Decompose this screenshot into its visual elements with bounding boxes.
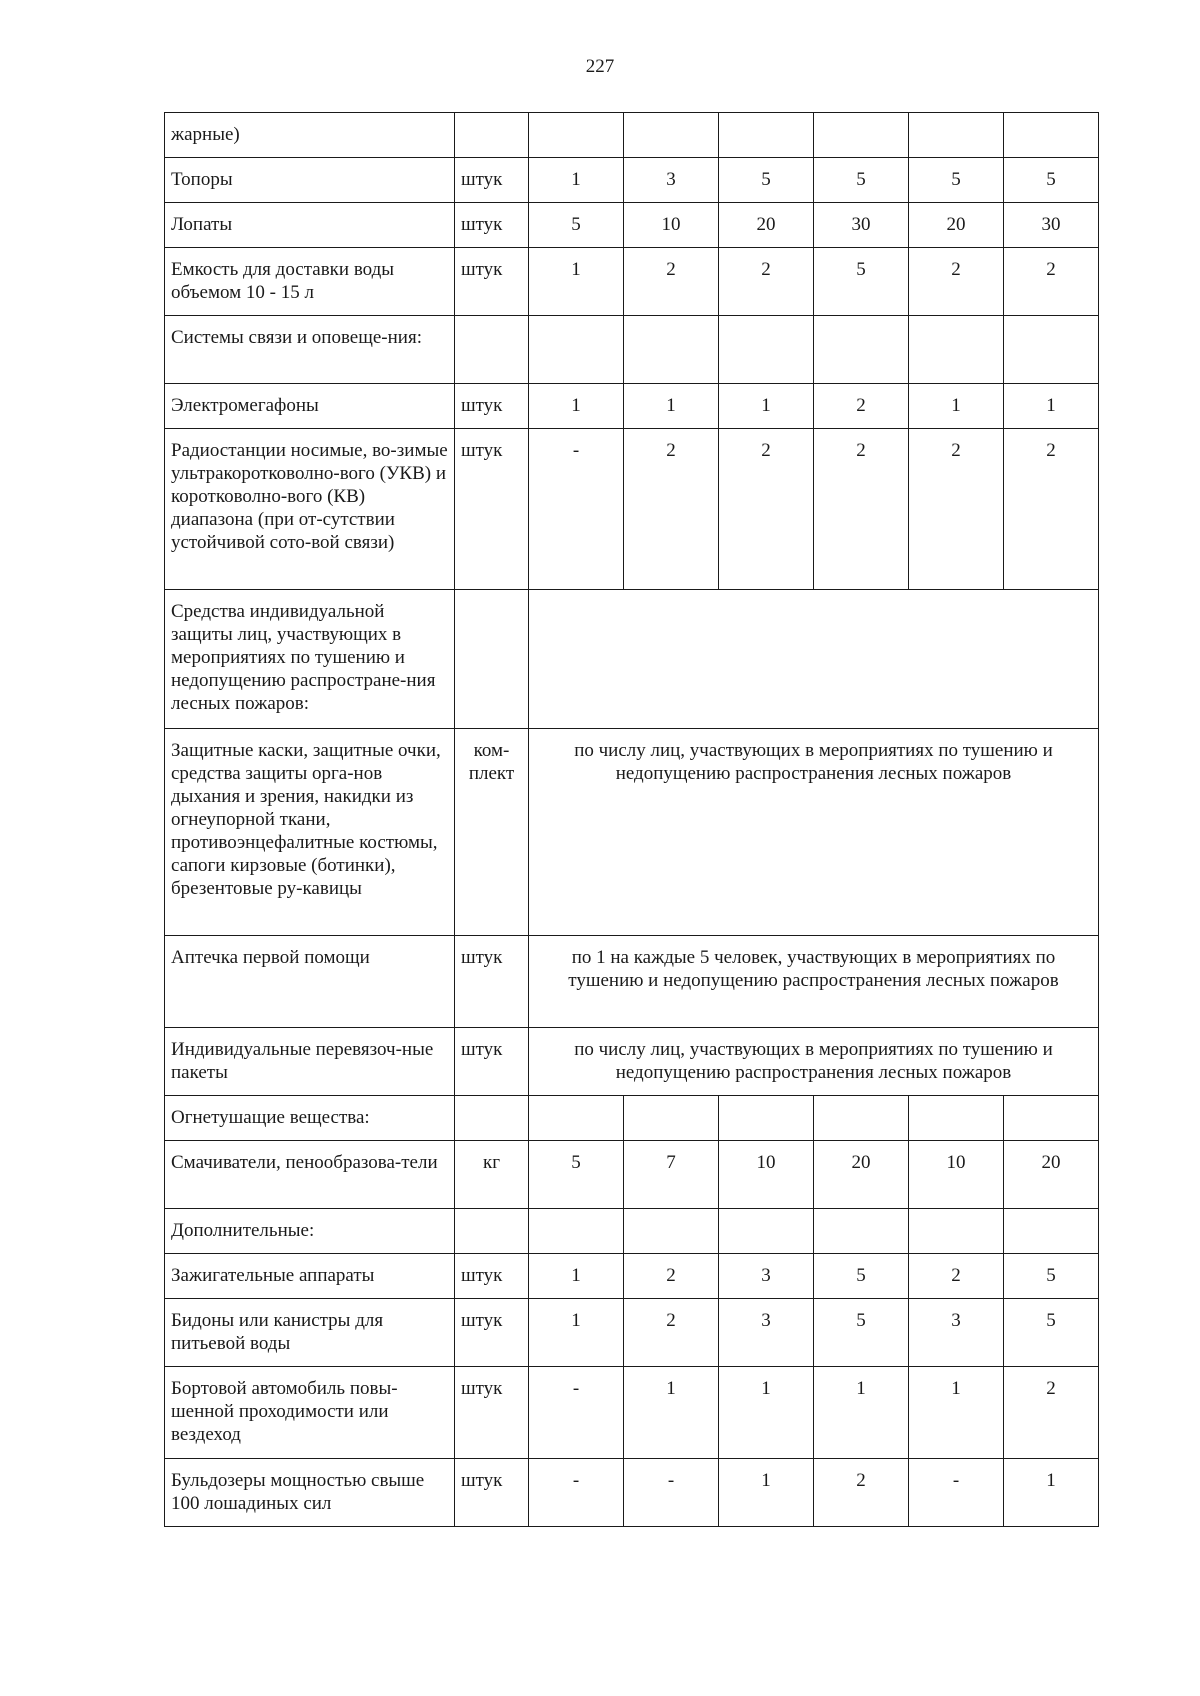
value-cell: 5 [1004, 1254, 1099, 1299]
value-cell: 1 [1004, 1459, 1099, 1527]
value-cell: 2 [719, 429, 814, 590]
item-unit: кг [455, 1141, 529, 1209]
value-cell: 5 [1004, 158, 1099, 203]
equipment-table [164, 112, 1099, 1527]
value-cell [529, 1096, 624, 1141]
item-name: Дополнительные: [165, 1209, 455, 1254]
value-cell [719, 1209, 814, 1254]
value-cell: 1 [909, 384, 1004, 429]
value-cell [719, 1096, 814, 1141]
table-row [165, 429, 1099, 590]
value-cell: 1 [719, 384, 814, 429]
item-unit: штук [455, 1254, 529, 1299]
item-unit: штук [455, 429, 529, 590]
value-cell: 2 [909, 429, 1004, 590]
value-cell: 20 [719, 203, 814, 248]
value-cell: - [624, 1459, 719, 1527]
merged-value-cell: по числу лиц, участвующих в мероприятиях по тушению и недопущению распространения лесных пожаров [529, 1028, 1099, 1096]
value-cell [1004, 1209, 1099, 1254]
value-cell: 3 [719, 1299, 814, 1367]
value-cell: 1 [529, 1299, 624, 1367]
merged-value-cell: по числу лиц, участвующих в мероприятиях по тушению и недопущению распространения лесных пожаров [529, 729, 1099, 936]
item-unit: штук [455, 158, 529, 203]
value-cell: 5 [814, 1299, 909, 1367]
item-name: Бортовой автомобиль повы-шенной проходимости или вездеход [165, 1367, 455, 1459]
value-cell: 5 [814, 158, 909, 203]
value-cell [624, 1096, 719, 1141]
table-row [165, 1096, 1099, 1141]
item-name: жарные) [165, 113, 455, 158]
value-cell: 2 [1004, 1367, 1099, 1459]
value-cell: 1 [1004, 384, 1099, 429]
value-cell [719, 113, 814, 158]
table-row [165, 1367, 1099, 1459]
value-cell: 2 [814, 429, 909, 590]
item-unit: ком-плект [455, 729, 529, 936]
value-cell: 5 [814, 248, 909, 316]
value-cell: 20 [814, 1141, 909, 1209]
value-cell: 20 [909, 203, 1004, 248]
page-number: 227 [585, 56, 615, 77]
value-cell: 3 [624, 158, 719, 203]
item-unit [455, 590, 529, 729]
merged-value-cell [529, 590, 1099, 729]
value-cell: 1 [719, 1459, 814, 1527]
value-cell: 5 [1004, 1299, 1099, 1367]
value-cell: 2 [719, 248, 814, 316]
value-cell: 2 [1004, 248, 1099, 316]
value-cell [909, 316, 1004, 384]
value-cell: 2 [1004, 429, 1099, 590]
item-name: Огнетушащие вещества: [165, 1096, 455, 1141]
table-row [165, 203, 1099, 248]
item-unit: штук [455, 1367, 529, 1459]
value-cell: 30 [814, 203, 909, 248]
value-cell: 1 [909, 1367, 1004, 1459]
value-cell [1004, 113, 1099, 158]
value-cell: - [529, 1459, 624, 1527]
item-unit: штук [455, 1028, 529, 1096]
table-row [165, 729, 1099, 936]
value-cell: 5 [719, 158, 814, 203]
value-cell [529, 113, 624, 158]
table-row [165, 936, 1099, 1028]
value-cell: 1 [624, 1367, 719, 1459]
table-row [165, 1299, 1099, 1367]
value-cell [909, 113, 1004, 158]
item-unit [455, 1209, 529, 1254]
item-unit: штук [455, 1299, 529, 1367]
value-cell [529, 316, 624, 384]
table-row [165, 113, 1099, 158]
item-name: Топоры [165, 158, 455, 203]
value-cell: - [529, 1367, 624, 1459]
value-cell [1004, 316, 1099, 384]
value-cell: 5 [529, 1141, 624, 1209]
value-cell [1004, 1096, 1099, 1141]
table-row [165, 1141, 1099, 1209]
value-cell [814, 1209, 909, 1254]
value-cell: 7 [624, 1141, 719, 1209]
item-unit [455, 113, 529, 158]
item-name: Бидоны или канистры для питьевой воды [165, 1299, 455, 1367]
item-name: Электромегафоны [165, 384, 455, 429]
value-cell: 1 [529, 384, 624, 429]
value-cell: 5 [529, 203, 624, 248]
table-row [165, 590, 1099, 729]
item-name: Защитные каски, защитные очки, средства защиты орга-нов дыхания и зрения, накидки из огнеупорной ткани, противоэнцефалитные костюмы, сапоги кирзовые (ботинки), брезентовые ру-кавицы [165, 729, 455, 936]
value-cell: 2 [624, 1254, 719, 1299]
value-cell [814, 316, 909, 384]
item-name: Индивидуальные перевязоч-ные пакеты [165, 1028, 455, 1096]
table-row [165, 316, 1099, 384]
value-cell: - [909, 1459, 1004, 1527]
value-cell: 2 [624, 248, 719, 316]
value-cell: 20 [1004, 1141, 1099, 1209]
value-cell [624, 1209, 719, 1254]
item-name: Системы связи и оповеще-ния: [165, 316, 455, 384]
item-unit [455, 1096, 529, 1141]
value-cell: 2 [814, 384, 909, 429]
item-name: Радиостанции носимые, во-зимые ультракоротковолно-вого (УКВ) и коротковолно-вого (КВ) диапазона (при от-сутствии устойчивой сото-вой связи) [165, 429, 455, 590]
item-unit: штук [455, 384, 529, 429]
item-name: Смачиватели, пенообразова-тели [165, 1141, 455, 1209]
value-cell: 2 [814, 1459, 909, 1527]
value-cell: 1 [814, 1367, 909, 1459]
value-cell: 2 [624, 429, 719, 590]
table-row [165, 384, 1099, 429]
value-cell [719, 316, 814, 384]
value-cell [909, 1209, 1004, 1254]
value-cell [624, 316, 719, 384]
value-cell: 30 [1004, 203, 1099, 248]
value-cell [909, 1096, 1004, 1141]
item-unit: штук [455, 203, 529, 248]
value-cell [814, 113, 909, 158]
value-cell: 1 [529, 248, 624, 316]
merged-value-cell: по 1 на каждые 5 человек, участвующих в мероприятиях по тушению и недопущению распространения лесных пожаров [529, 936, 1099, 1028]
value-cell: 2 [624, 1299, 719, 1367]
value-cell: 5 [909, 158, 1004, 203]
table-row [165, 1459, 1099, 1527]
value-cell: - [529, 429, 624, 590]
value-cell: 1 [624, 384, 719, 429]
value-cell: 3 [909, 1299, 1004, 1367]
value-cell: 3 [719, 1254, 814, 1299]
item-name: Бульдозеры мощностью свыше 100 лошадиных сил [165, 1459, 455, 1527]
value-cell: 1 [529, 158, 624, 203]
value-cell [624, 113, 719, 158]
value-cell [529, 1209, 624, 1254]
item-name: Зажигательные аппараты [165, 1254, 455, 1299]
item-unit: штук [455, 1459, 529, 1527]
item-name: Емкость для доставки воды объемом 10 - 15 л [165, 248, 455, 316]
value-cell: 1 [719, 1367, 814, 1459]
item-name: Лопаты [165, 203, 455, 248]
item-name: Аптечка первой помощи [165, 936, 455, 1028]
table-row [165, 1209, 1099, 1254]
table-row [165, 158, 1099, 203]
item-unit: штук [455, 936, 529, 1028]
value-cell: 10 [624, 203, 719, 248]
value-cell: 2 [909, 1254, 1004, 1299]
table-row [165, 248, 1099, 316]
value-cell: 10 [719, 1141, 814, 1209]
table-row [165, 1254, 1099, 1299]
table-row [165, 1028, 1099, 1096]
value-cell: 1 [529, 1254, 624, 1299]
item-unit: штук [455, 248, 529, 316]
value-cell: 2 [909, 248, 1004, 316]
value-cell [814, 1096, 909, 1141]
item-name: Средства индивидуальной защиты лиц, участвующих в мероприятиях по тушению и недопущению распростране-ния лесных пожаров: [165, 590, 455, 729]
value-cell: 10 [909, 1141, 1004, 1209]
value-cell: 5 [814, 1254, 909, 1299]
item-unit [455, 316, 529, 384]
